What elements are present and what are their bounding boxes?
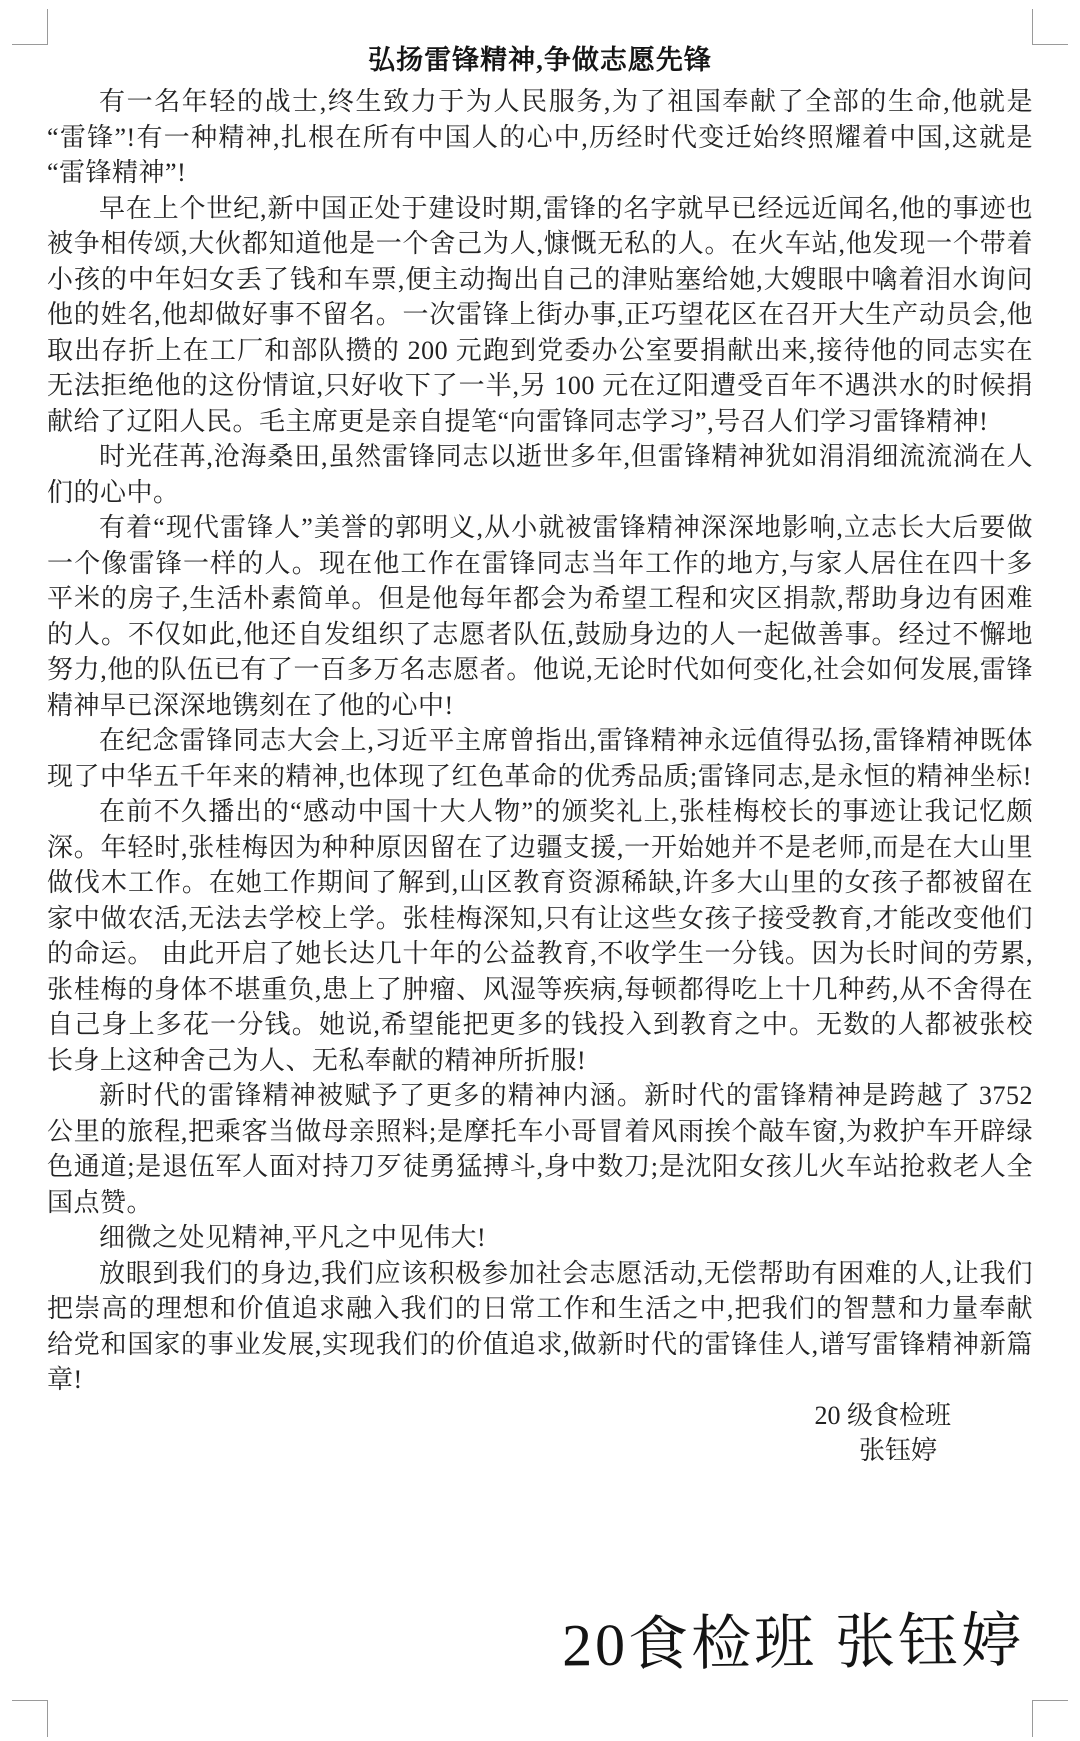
paragraph-new-era: 新时代的雷锋精神被赋予了更多的精神内涵。新时代的雷锋精神是跨越了 3752 公里的旅程,把乘客当做母亲照料;是摩托车小哥冒着风雨挨个敲车窗,为救护车开辟绿色通道;是退伍军人面对持刀歹徒勇猛搏斗,身中数刀;是沈阳女孩儿火车站抢救老人全国点赞。 xyxy=(47,1081,1033,1217)
handwritten-signature: 20食检班 张钰婷 xyxy=(561,1607,1025,1679)
paragraph-time-passing: 时光荏苒,沧海桑田,虽然雷锋同志以逝世多年,但雷锋精神犹如涓涓细流流淌在人们的心中。 xyxy=(47,442,1033,507)
paragraph-commemoration: 在纪念雷锋同志大会上,习近平主席曾指出,雷锋精神永远值得弘扬,雷锋精神既体现了中华五千年来的精神,也体现了红色革命的优秀品质;雷锋同志,是永恒的精神坐标! xyxy=(47,726,1033,791)
paragraph-conclusion: 放眼到我们的身边,我们应该积极参加社会志愿活动,无偿帮助有困难的人,让我们把崇高的理想和价值追求融入我们的日常工作和生活之中,把我们的智慧和力量奉献给党和国家的事业发展,实现我们的价值追求,做新时代的雷锋佳人,谱写雷锋精神新篇章! xyxy=(47,1258,1033,1394)
crop-mark-bottom-right xyxy=(1032,1700,1068,1737)
paragraph-zhang-guimei: 在前不久播出的“感动中国十大人物”的颁奖礼上,张桂梅校长的事迹让我记忆颇深。年轻时,张桂梅因为种种原因留在了边疆支援,一开始她并不是老师,而是在大山里做伐木工作。在她工作期间了解到,山区教育资源稀缺,许多大山里的女孩子都被留在家中做农活,无法去学校上学。张桂梅深知,只有让这些女孩子接受教育,才能改变他们的命运。 由此开启了她长达几十年的公益教育,不收学生一分钱。因为长时间的劳累,张桂梅的身体不堪重负,患上了肿瘤、风湿等疾病,每顿都得吃上十几种药,从不舍得在自己身上多花一分钱。她说,希望能把更多的钱投入到教育之中。无数的人都被张校长身上这种舍己为人、无私奉献的精神所折服! xyxy=(47,797,1033,1075)
signoff-name: 张钰婷 xyxy=(858,1436,937,1465)
paragraph-guo-mingyi: 有着“现代雷锋人”美誉的郭明义,从小就被雷锋精神深深地影响,立志长大后要做一个像雷锋一样的人。现在他工作在雷锋同志当年工作的地方,与家人居住在四十多平米的房子,生活朴素简单。但是他每年都会为希望工程和灾区捐款,帮助身边有困难的人。不仅如此,他还自发组织了志愿者队伍,鼓励身边的人一起做善事。经过不懈地努力,他的队伍已有了一百多万名志愿者。他说,无论时代如何变化,社会如何发展,雷锋精神早已深深地镌刻在了他的心中! xyxy=(47,513,1033,720)
signoff-class: 20 级食检班 xyxy=(814,1400,951,1430)
crop-mark-bottom-left xyxy=(12,1700,48,1737)
crop-mark-top-left xyxy=(12,9,48,45)
document-content xyxy=(47,42,1033,1469)
document-title: 弘扬雷锋精神,争做志愿先锋 xyxy=(368,45,712,75)
paragraph-greatness: 细微之处见精神,平凡之中见伟大! xyxy=(99,1223,487,1252)
paragraph-leifeng-deeds: 早在上个世纪,新中国正处于建设时期,雷锋的名字就早已经远近闻名,他的事迹也被争相传颂,大伙都知道他是一个舍己为人,慷慨无私的人。在火车站,他发现一个带着小孩的中年妇女丢了钱和车票,便主动掏出自己的津贴塞给她,大嫂眼中噙着泪水询问他的姓名,他却做好事不留名。一次雷锋上街办事,正巧望花区在召开大生产动员会,他取出存折上在工厂和部队攒的 200 元跑到党委办公室要捐献出来,接待他的同志实在无法拒绝他的这份情谊,只好收下了一半,另 100 元在辽阳遭受百年不遇洪水的时候捐献给了辽阳人民。毛主席更是亲自提笔“向雷锋同志学习”,号召人们学习雷锋精神! xyxy=(47,193,1033,436)
paragraph-intro: 有一名年轻的战士,终生致力于为人民服务,为了祖国奉献了全部的生命,他就是“雷锋”!有一种精神,扎根在所有中国人的心中,历经时代变迁始终照耀着中国,这就是“雷锋精神”! xyxy=(47,87,1033,187)
crop-mark-top-right xyxy=(1032,9,1068,45)
